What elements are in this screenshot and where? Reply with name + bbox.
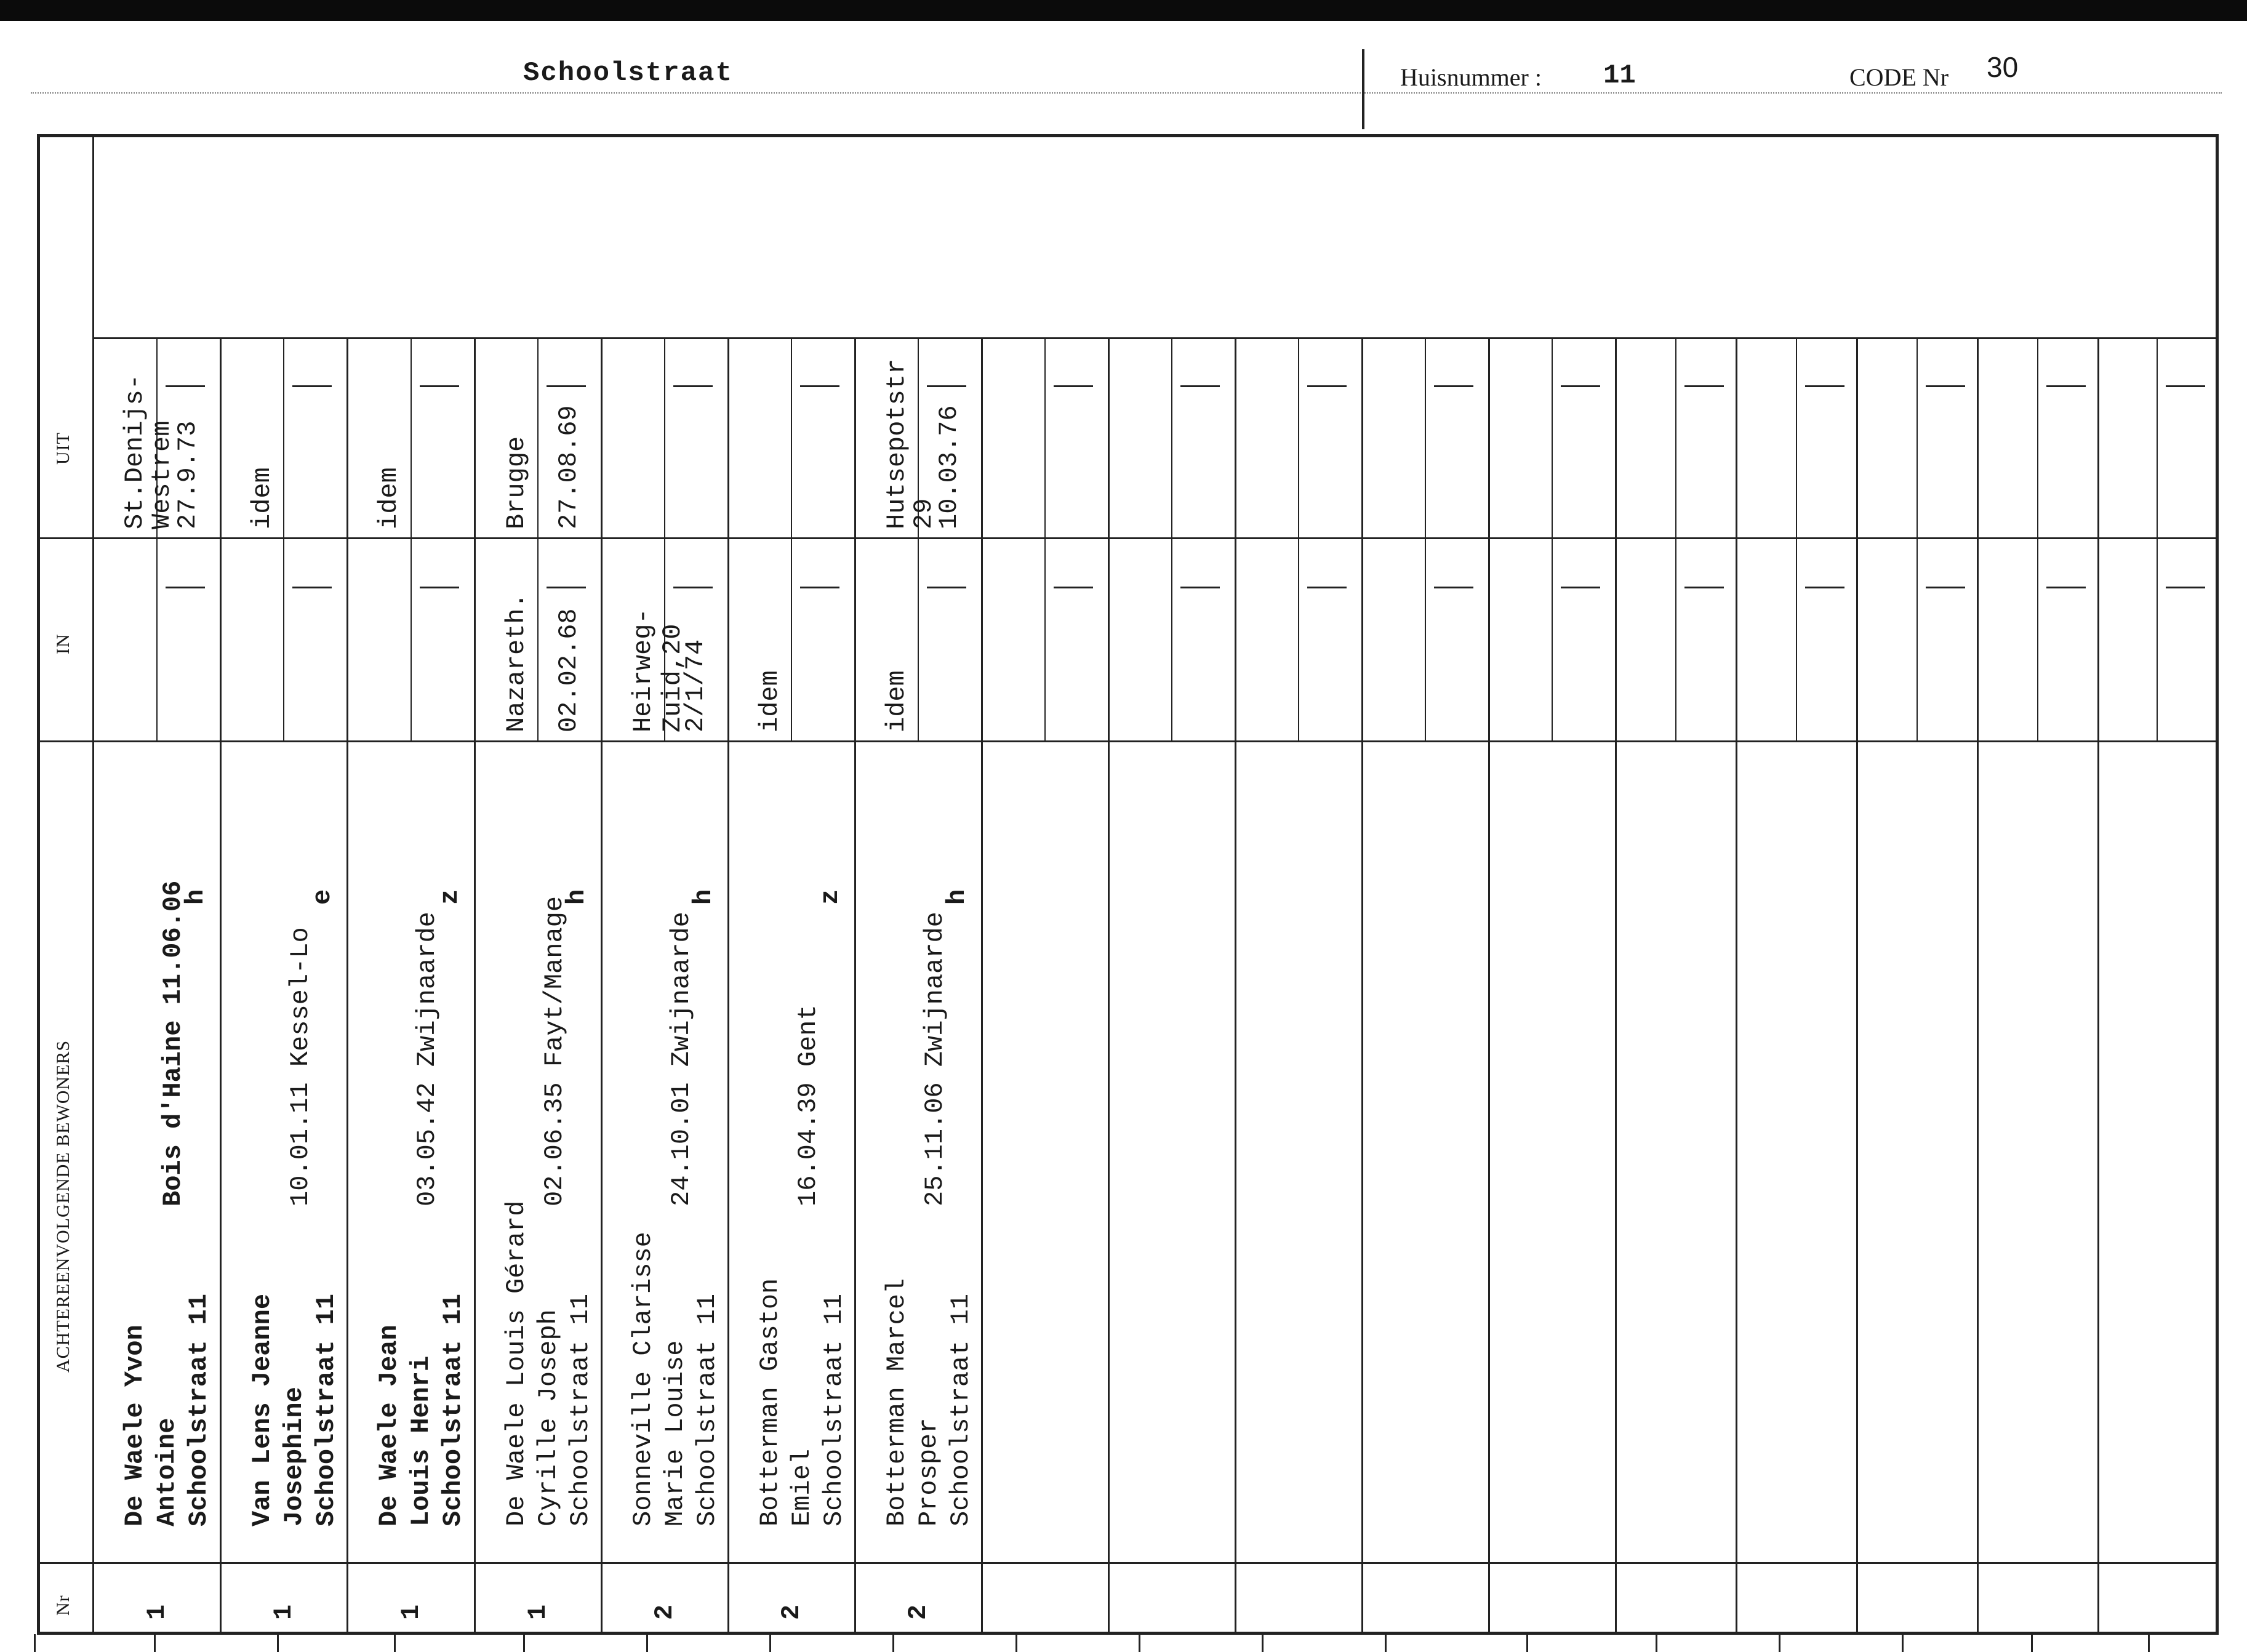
column-divider: [1108, 337, 1110, 1633]
sub-column-divider: [1552, 337, 1553, 740]
in-dash: [1434, 587, 1473, 588]
sub-column-divider: [411, 337, 412, 740]
birth-info: 02.06.35 Fayt/Manage: [540, 896, 569, 1206]
column-divider: [981, 337, 983, 1633]
uit-dash: [927, 385, 966, 387]
sub-column-divider: [791, 337, 792, 740]
bottom-tick: [154, 1634, 156, 1652]
code-number: 30: [1987, 51, 2019, 83]
street-name: Schoolstraat: [523, 58, 733, 89]
in-place: idem: [755, 670, 785, 732]
header-dotted-line: [31, 92, 2222, 94]
resident-name-line: Marie Louise: [660, 1340, 690, 1526]
uit-dash: [1684, 385, 1724, 387]
sub-column-divider: [1425, 337, 1426, 740]
uit-dash: [1307, 385, 1347, 387]
in-dash: [2046, 587, 2086, 588]
sub-column-divider: [283, 337, 284, 740]
bottom-tick: [1385, 1634, 1387, 1652]
bottom-tick: [2148, 1634, 2150, 1652]
sub-column-divider: [1044, 337, 1046, 740]
uit-dash: [547, 385, 586, 387]
resident-name-line: De Waele Yvon: [120, 1325, 150, 1526]
section-label-uit: UIT: [53, 432, 73, 465]
uit-date: 27.9.73: [173, 420, 202, 529]
house-number-label: Huisnummer :: [1400, 63, 1542, 91]
uit-date: 10.03.76: [934, 405, 964, 529]
in-dash: [2166, 587, 2205, 588]
bottom-tick: [646, 1634, 648, 1652]
resident-name-line: Josephine: [279, 1387, 309, 1526]
resident-name-line: Schoolstraat 11: [311, 1293, 341, 1526]
status-code: h: [562, 889, 591, 905]
bottom-tick: [523, 1634, 525, 1652]
uit-dash: [673, 385, 713, 387]
column-divider: [601, 337, 603, 1633]
column-divider: [220, 337, 222, 1633]
table-top-border: [37, 134, 2219, 137]
column-divider: [1235, 337, 1236, 1633]
resident-name-line: De Waele Jean: [374, 1325, 404, 1526]
in-date: 2/1/74: [681, 639, 710, 732]
section-label-residents: ACHTEREENVOLGENDE BEWONERS: [53, 1040, 73, 1373]
in-residents-divider: [37, 740, 2217, 742]
row-number: 1: [269, 1604, 298, 1620]
column-divider: [1856, 337, 1858, 1633]
resident-name-line: Botterman Marcel: [882, 1278, 911, 1526]
birth-info: 24.10.01 Zwijnaarde: [667, 912, 696, 1206]
bottom-tick: [1656, 1634, 1657, 1652]
in-place: Zuid,20: [658, 624, 687, 732]
top-border-bar: [0, 0, 2247, 21]
column-divider: [727, 337, 729, 1633]
uit-place: Westrem: [147, 420, 177, 529]
uit-dash: [1434, 385, 1473, 387]
row-number: 2: [650, 1604, 679, 1620]
bottom-tick: [892, 1634, 894, 1652]
in-dash: [547, 587, 586, 588]
resident-name-line: Botterman Gaston: [755, 1278, 785, 1526]
table-bottom-border: [37, 1632, 2219, 1635]
status-code: h: [689, 889, 718, 905]
bottom-tick: [1779, 1634, 1780, 1652]
status-code: z: [435, 889, 465, 905]
uit-dash: [166, 385, 205, 387]
bottom-tick: [1015, 1634, 1017, 1652]
uit-dash: [1054, 385, 1093, 387]
uit-dash: [1561, 385, 1600, 387]
sub-column-divider: [1675, 337, 1676, 740]
birth-info: 03.05.42 Zwijnaarde: [412, 912, 442, 1206]
in-place: Heirweg-: [628, 608, 658, 732]
column-divider: [854, 337, 856, 1633]
column-divider: [1736, 337, 1737, 1633]
row-number: 2: [777, 1604, 806, 1620]
uit-dash: [2166, 385, 2205, 387]
in-dash: [292, 587, 332, 588]
status-code: h: [942, 889, 972, 905]
sub-column-divider: [918, 337, 919, 740]
row-number: 1: [142, 1604, 172, 1620]
birth-info: 25.11.06 Zwijnaarde: [920, 912, 950, 1206]
sub-column-divider: [1917, 337, 1918, 740]
in-dash: [1054, 587, 1093, 588]
uit-date: 27.08.69: [554, 405, 583, 529]
sub-column-divider: [1171, 337, 1172, 740]
bottom-tick: [2031, 1634, 2033, 1652]
uit-place: 29: [909, 498, 939, 529]
resident-name-line: Prosper: [914, 1417, 943, 1526]
in-dash: [1926, 587, 1965, 588]
column-divider: [2097, 337, 2099, 1633]
bottom-tick: [1139, 1634, 1140, 1652]
in-date: 02.02.68: [554, 608, 583, 732]
section-label-in: IN: [53, 633, 73, 654]
residents-nr-divider: [37, 1562, 2217, 1564]
column-divider: [346, 337, 348, 1633]
uit-place: St.Denijs-: [120, 374, 150, 529]
resident-name-line: Cyrille Joseph: [534, 1309, 563, 1526]
sub-column-divider: [2037, 337, 2038, 740]
table-left-border: [37, 134, 40, 1635]
uit-dash: [420, 385, 459, 387]
status-code: z: [815, 889, 845, 905]
resident-name-line: Sonneville Clarisse: [628, 1232, 658, 1526]
resident-name-line: Schoolstraat 11: [566, 1293, 595, 1526]
in-dash: [420, 587, 459, 588]
birth-info: Bois d'Haine 11.06.06: [158, 880, 188, 1206]
in-dash: [673, 587, 713, 588]
column-divider: [1615, 337, 1617, 1633]
row-number: 1: [523, 1604, 553, 1620]
code-label: CODE Nr: [1849, 63, 1949, 91]
uit-in-divider: [37, 537, 2217, 539]
in-place: idem: [882, 670, 911, 732]
resident-name-line: Antoine: [152, 1417, 182, 1526]
uit-dash: [292, 385, 332, 387]
row-number: 2: [903, 1604, 933, 1620]
bottom-tick: [1902, 1634, 1904, 1652]
table-right-border: [2216, 134, 2219, 1635]
row-number: 1: [396, 1604, 426, 1620]
uit-dash: [1180, 385, 1220, 387]
resident-name-line: Schoolstraat 11: [692, 1293, 722, 1526]
house-number-value: 11: [1603, 60, 1636, 91]
in-dash: [1805, 587, 1844, 588]
bottom-tick: [34, 1634, 36, 1652]
status-code: e: [308, 889, 337, 905]
birth-info: 16.04.39 Gent: [793, 1004, 823, 1206]
bottom-tick: [394, 1634, 396, 1652]
uit-place: Hutsepotstr: [882, 358, 911, 529]
birth-info: 10.01.11 Kessel-Lo: [286, 927, 315, 1206]
resident-name-line: Schoolstraat 11: [946, 1293, 975, 1526]
label-column-divider: [92, 135, 94, 1633]
in-dash: [800, 587, 839, 588]
resident-name-line: De Waele Louis Gérard: [502, 1200, 531, 1526]
uit-place: Brugge: [502, 436, 531, 529]
status-code: h: [181, 889, 210, 905]
uit-place: idem: [374, 467, 404, 529]
uit-dash: [1926, 385, 1965, 387]
column-divider: [1361, 337, 1363, 1633]
resident-name-line: Schoolstraat 11: [184, 1293, 214, 1526]
sub-column-divider: [1796, 337, 1797, 740]
sub-column-divider: [2157, 337, 2158, 740]
bottom-tick: [1526, 1634, 1528, 1652]
in-dash: [1307, 587, 1347, 588]
resident-name-line: Louis Henri: [406, 1355, 436, 1526]
uit-place: idem: [247, 467, 277, 529]
resident-name-line: Van Lens Jeanne: [247, 1293, 277, 1526]
in-dash: [927, 587, 966, 588]
column-divider: [1977, 337, 1979, 1633]
in-dash: [1684, 587, 1724, 588]
sub-column-divider: [1298, 337, 1299, 740]
resident-name-line: Schoolstraat 11: [819, 1293, 849, 1526]
uit-dash: [1805, 385, 1844, 387]
uit-dash: [2046, 385, 2086, 387]
bottom-tick: [1262, 1634, 1264, 1652]
bottom-tick: [277, 1634, 279, 1652]
resident-name-line: Schoolstraat 11: [438, 1293, 468, 1526]
sub-column-divider: [156, 337, 158, 740]
in-dash: [1180, 587, 1220, 588]
section-label-nr: Nr: [53, 1595, 73, 1616]
sub-column-divider: [537, 337, 539, 740]
in-place: Nazareth.: [502, 593, 531, 732]
bottom-tick: [769, 1634, 771, 1652]
header-divider: [1362, 49, 1364, 129]
in-dash: [166, 587, 205, 588]
column-divider: [474, 337, 476, 1633]
in-dash: [1561, 587, 1600, 588]
uit-dash: [800, 385, 839, 387]
column-divider: [1488, 337, 1490, 1633]
resident-name-line: Emiel: [787, 1448, 817, 1526]
